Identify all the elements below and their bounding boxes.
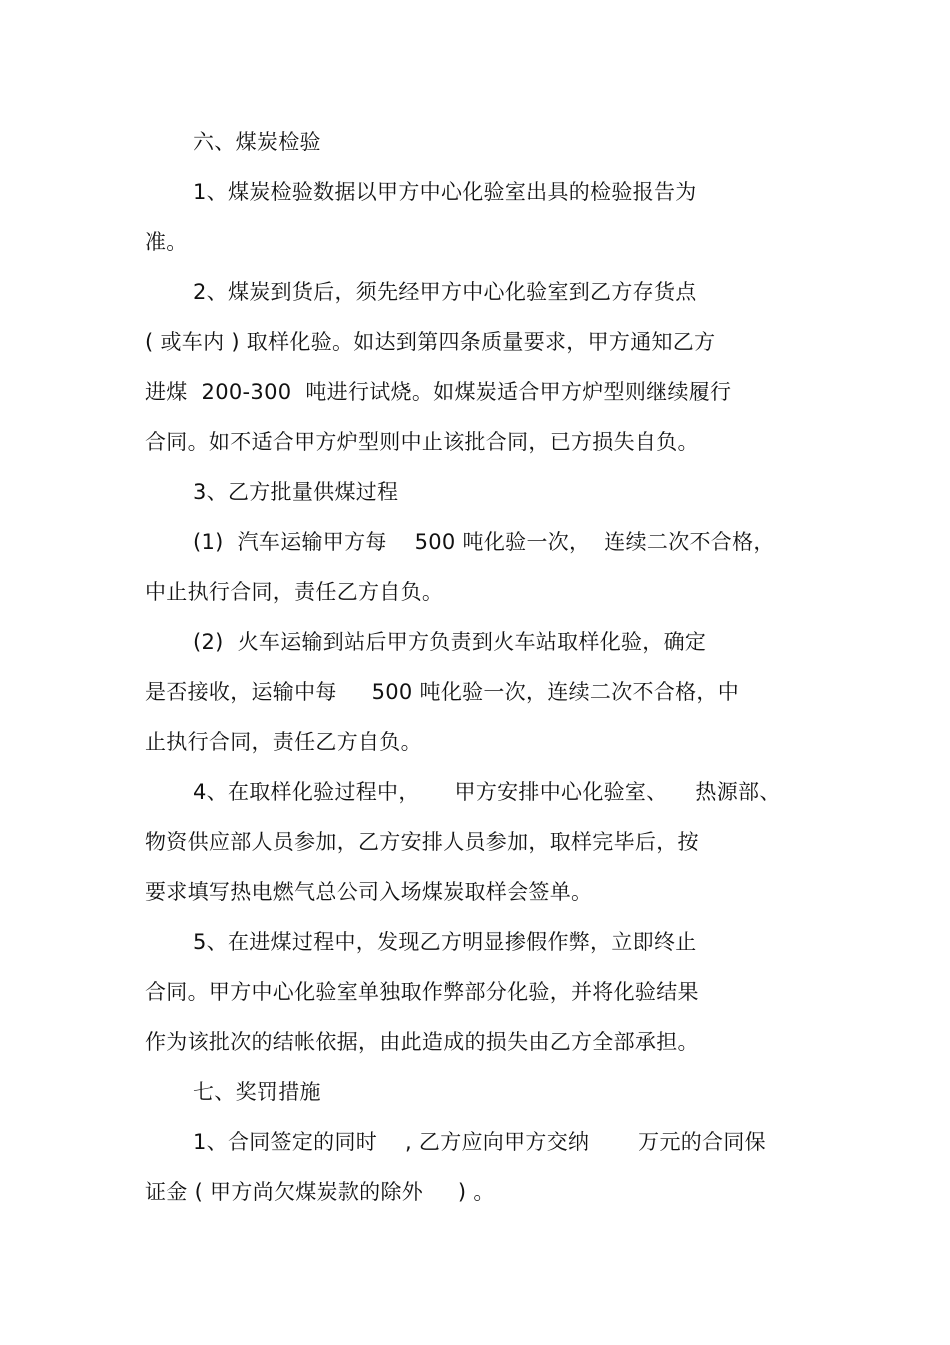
section-heading-coal-inspection: 六、煤炭检验 [193,130,321,154]
paragraph-line: 止执行合同，责任乙方自负。 [145,730,422,754]
section-heading-rewards-penalties: 七、奖罚措施 [193,1080,321,1104]
paragraph-line: 1、煤炭检验数据以甲方中心化验室出具的检验报告为 [193,180,697,204]
paragraph-line: 要求填写热电燃气总公司入场煤炭取样会签单。 [145,880,593,904]
paragraph-line: 合同。甲方中心化验室单独取作弊部分化验，并将化验结果 [145,980,699,1004]
paragraph-line: (1) 汽车运输甲方每 500 吨化验一次， 连续二次不合格， [193,530,775,554]
paragraph-line: 5、在进煤过程中，发现乙方明显掺假作弊，立即终止 [193,930,697,954]
subsection-heading: 3、乙方批量供煤过程 [193,480,399,504]
paragraph-line: 合同。如不适合甲方炉型则中止该批合同，已方损失自负。 [145,430,699,454]
paragraph-line: 进煤 200-300 吨进行试烧。如煤炭适合甲方炉型则继续履行 [145,380,732,404]
paragraph-line: 4、在取样化验过程中， 甲方安排中心化验室、 热源部、 [193,780,781,804]
paragraph-line: 2、煤炭到货后，须先经甲方中心化验室到乙方存货点 [193,280,697,304]
paragraph-line: 准。 [145,230,188,254]
paragraph-line: 是否接收，运输中每 500 吨化验一次，连续二次不合格，中 [145,680,740,704]
paragraph-line: 作为该批次的结帐依据，由此造成的损失由乙方全部承担。 [145,1030,699,1054]
paragraph-line: 证金 ( 甲方尚欠煤炭款的除外 ) 。 [145,1180,495,1204]
paragraph-line: ( 或车内 ) 取样化验。如达到第四条质量要求，甲方通知乙方 [145,330,716,354]
paragraph-line: 物资供应部人员参加，乙方安排人员参加，取样完毕后，按 [145,830,699,854]
paragraph-line: 1、合同签定的同时 , 乙方应向甲方交纳 万元的合同保 [193,1130,766,1154]
paragraph-line: (2) 火车运输到站后甲方负责到火车站取样化验，确定 [193,630,707,654]
paragraph-line: 中止执行合同，责任乙方自负。 [145,580,444,604]
